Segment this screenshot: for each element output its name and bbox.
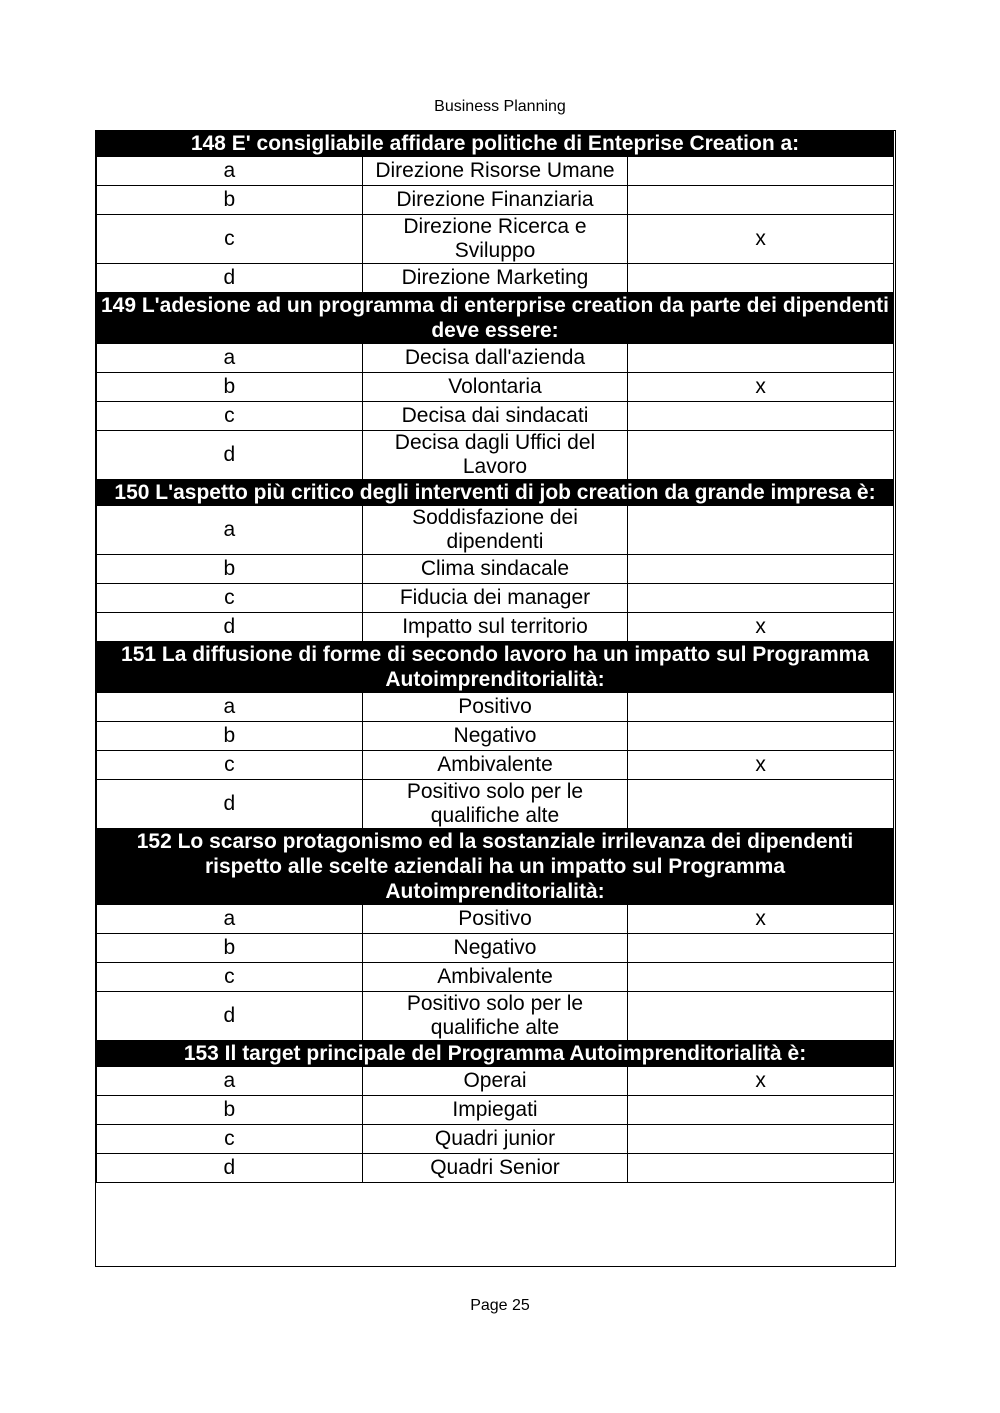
answer-letter: c	[97, 751, 363, 780]
answer-mark	[628, 780, 894, 829]
answer-text: Direzione Finanziaria	[362, 186, 628, 215]
answer-text: Ambivalente	[362, 751, 628, 780]
answer-row	[97, 934, 894, 963]
answer-letter: a	[97, 506, 363, 555]
answer-mark: x	[628, 215, 894, 264]
answer-letter: b	[97, 934, 363, 963]
answer-text: Positivo solo per le qualifiche alte	[362, 992, 628, 1041]
question-row	[97, 131, 894, 157]
answer-row	[97, 1096, 894, 1125]
answer-row	[97, 344, 894, 373]
answer-letter: a	[97, 693, 363, 722]
answer-row	[97, 693, 894, 722]
answer-letter: d	[97, 264, 363, 293]
answer-text: Decisa dall'azienda	[362, 344, 628, 373]
answer-text: Positivo	[362, 693, 628, 722]
question-row	[97, 1041, 894, 1067]
answer-mark	[628, 693, 894, 722]
answer-mark	[628, 1096, 894, 1125]
answer-mark	[628, 1154, 894, 1183]
answer-text: Positivo	[362, 905, 628, 934]
answer-text: Negativo	[362, 934, 628, 963]
question-row	[97, 829, 894, 905]
answer-mark	[628, 431, 894, 480]
answer-row	[97, 751, 894, 780]
answer-text: Soddisfazione dei dipendenti	[362, 506, 628, 555]
answer-row	[97, 613, 894, 642]
question-text: 149 L'adesione ad un programma di enterprise creation da parte dei dipendenti deve essere:	[97, 293, 894, 344]
answer-mark	[628, 963, 894, 992]
answer-row	[97, 1067, 894, 1096]
answer-letter: c	[97, 963, 363, 992]
answer-mark	[628, 584, 894, 613]
answer-text: Decisa dai sindacati	[362, 402, 628, 431]
answer-text: Impiegati	[362, 1096, 628, 1125]
answer-letter: d	[97, 1154, 363, 1183]
answer-text: Positivo solo per le qualifiche alte	[362, 780, 628, 829]
answer-mark	[628, 402, 894, 431]
answer-text: Quadri Senior	[362, 1154, 628, 1183]
answer-text: Direzione Risorse Umane	[362, 157, 628, 186]
answer-mark: x	[628, 905, 894, 934]
answer-row	[97, 584, 894, 613]
answer-row	[97, 264, 894, 293]
answer-letter: d	[97, 431, 363, 480]
answer-mark	[628, 555, 894, 584]
answer-mark	[628, 506, 894, 555]
answer-mark	[628, 344, 894, 373]
answer-text: Direzione Marketing	[362, 264, 628, 293]
answer-mark	[628, 157, 894, 186]
answer-row	[97, 402, 894, 431]
question-text: 153 Il target principale del Programma Autoimprenditorialità è:	[97, 1041, 894, 1067]
answer-letter: d	[97, 992, 363, 1041]
answer-row	[97, 1125, 894, 1154]
answer-mark	[628, 1125, 894, 1154]
question-row	[97, 642, 894, 693]
quiz-table	[96, 131, 894, 1183]
answer-row	[97, 963, 894, 992]
answer-mark: x	[628, 1067, 894, 1096]
answer-mark: x	[628, 373, 894, 402]
answer-mark	[628, 264, 894, 293]
answer-text: Fiducia dei manager	[362, 584, 628, 613]
answer-text: Operai	[362, 1067, 628, 1096]
answer-mark	[628, 992, 894, 1041]
quiz-table-body	[97, 131, 894, 1183]
answer-text: Ambivalente	[362, 963, 628, 992]
answer-letter: b	[97, 1096, 363, 1125]
answer-text: Quadri junior	[362, 1125, 628, 1154]
answer-row	[97, 506, 894, 555]
answer-letter: a	[97, 344, 363, 373]
answer-row	[97, 157, 894, 186]
answer-row	[97, 905, 894, 934]
answer-letter: c	[97, 402, 363, 431]
answer-row	[97, 555, 894, 584]
answer-letter: d	[97, 613, 363, 642]
answer-letter: b	[97, 186, 363, 215]
answer-letter: a	[97, 157, 363, 186]
question-row	[97, 293, 894, 344]
answer-letter: a	[97, 1067, 363, 1096]
question-row	[97, 480, 894, 506]
answer-row	[97, 722, 894, 751]
answer-letter: b	[97, 555, 363, 584]
answer-mark: x	[628, 613, 894, 642]
answer-row	[97, 215, 894, 264]
answer-text: Impatto sul territorio	[362, 613, 628, 642]
answer-letter: c	[97, 584, 363, 613]
answer-row	[97, 373, 894, 402]
answer-letter: c	[97, 1125, 363, 1154]
question-text: 152 Lo scarso protagonismo ed la sostanziale irrilevanza dei dipendenti rispetto alle scelte aziendali ha un impatto sul Programma Autoimprenditorialità:	[97, 829, 894, 905]
answer-letter: c	[97, 215, 363, 264]
page-header: Business Planning	[434, 98, 566, 115]
answer-text: Volontaria	[362, 373, 628, 402]
answer-mark: x	[628, 751, 894, 780]
answer-row	[97, 1154, 894, 1183]
answer-mark	[628, 186, 894, 215]
answer-letter: d	[97, 780, 363, 829]
answer-letter: b	[97, 373, 363, 402]
answer-text: Negativo	[362, 722, 628, 751]
answer-mark	[628, 722, 894, 751]
quiz-sheet	[95, 130, 896, 1267]
answer-row	[97, 780, 894, 829]
question-text: 148 E' consigliabile affidare politiche di Enteprise Creation a:	[97, 131, 894, 157]
answer-text: Clima sindacale	[362, 555, 628, 584]
answer-row	[97, 992, 894, 1041]
answer-letter: a	[97, 905, 363, 934]
answer-row	[97, 431, 894, 480]
answer-letter: b	[97, 722, 363, 751]
page-number: Page 25	[470, 1297, 530, 1314]
answer-text: Decisa dagli Uffici del Lavoro	[362, 431, 628, 480]
question-text: 151 La diffusione di forme di secondo lavoro ha un impatto sul Programma Autoimprenditorialità:	[97, 642, 894, 693]
answer-text: Direzione Ricerca e Sviluppo	[362, 215, 628, 264]
answer-mark	[628, 934, 894, 963]
question-text: 150 L'aspetto più critico degli interventi di job creation da grande impresa è:	[97, 480, 894, 506]
answer-row	[97, 186, 894, 215]
